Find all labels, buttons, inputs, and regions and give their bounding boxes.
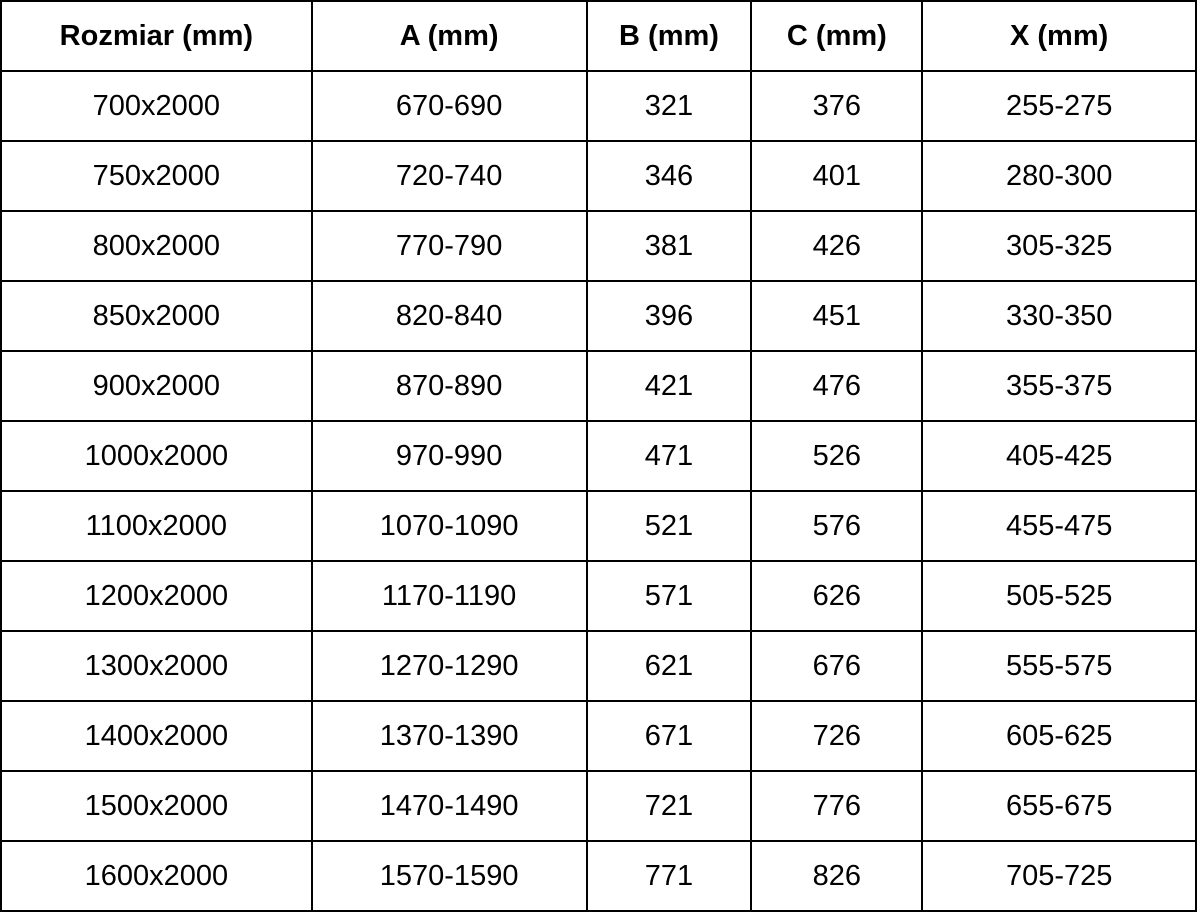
cell-a: 1370-1390 bbox=[312, 701, 587, 771]
cell-a: 1270-1290 bbox=[312, 631, 587, 701]
cell-c: 626 bbox=[751, 561, 922, 631]
cell-c: 826 bbox=[751, 841, 922, 911]
cell-x: 605-625 bbox=[922, 701, 1196, 771]
cell-b: 381 bbox=[587, 211, 752, 281]
table-row bbox=[1, 701, 1196, 771]
cell-c: 776 bbox=[751, 771, 922, 841]
cell-a: 720-740 bbox=[312, 141, 587, 211]
cell-rozmiar: 800x2000 bbox=[1, 211, 312, 281]
table-row bbox=[1, 631, 1196, 701]
cell-rozmiar: 1000x2000 bbox=[1, 421, 312, 491]
cell-a: 1070-1090 bbox=[312, 491, 587, 561]
table-row bbox=[1, 211, 1196, 281]
cell-rozmiar: 750x2000 bbox=[1, 141, 312, 211]
cell-b: 771 bbox=[587, 841, 752, 911]
cell-x: 405-425 bbox=[922, 421, 1196, 491]
cell-a: 970-990 bbox=[312, 421, 587, 491]
table-row bbox=[1, 281, 1196, 351]
cell-c: 426 bbox=[751, 211, 922, 281]
column-header-a: A (mm) bbox=[312, 1, 587, 71]
cell-rozmiar: 700x2000 bbox=[1, 71, 312, 141]
cell-a: 1170-1190 bbox=[312, 561, 587, 631]
table-row bbox=[1, 71, 1196, 141]
cell-a: 870-890 bbox=[312, 351, 587, 421]
table-row bbox=[1, 491, 1196, 561]
cell-b: 621 bbox=[587, 631, 752, 701]
table-row bbox=[1, 561, 1196, 631]
cell-x: 280-300 bbox=[922, 141, 1196, 211]
cell-c: 451 bbox=[751, 281, 922, 351]
cell-x: 305-325 bbox=[922, 211, 1196, 281]
cell-rozmiar: 900x2000 bbox=[1, 351, 312, 421]
cell-b: 671 bbox=[587, 701, 752, 771]
table-row bbox=[1, 141, 1196, 211]
cell-rozmiar: 1100x2000 bbox=[1, 491, 312, 561]
cell-a: 820-840 bbox=[312, 281, 587, 351]
cell-rozmiar: 1500x2000 bbox=[1, 771, 312, 841]
cell-x: 505-525 bbox=[922, 561, 1196, 631]
cell-b: 471 bbox=[587, 421, 752, 491]
cell-b: 521 bbox=[587, 491, 752, 561]
cell-x: 455-475 bbox=[922, 491, 1196, 561]
cell-b: 396 bbox=[587, 281, 752, 351]
column-header-c: C (mm) bbox=[751, 1, 922, 71]
table-row bbox=[1, 351, 1196, 421]
cell-rozmiar: 1300x2000 bbox=[1, 631, 312, 701]
cell-x: 355-375 bbox=[922, 351, 1196, 421]
cell-a: 770-790 bbox=[312, 211, 587, 281]
cell-c: 376 bbox=[751, 71, 922, 141]
cell-c: 726 bbox=[751, 701, 922, 771]
cell-x: 655-675 bbox=[922, 771, 1196, 841]
cell-rozmiar: 850x2000 bbox=[1, 281, 312, 351]
cell-b: 421 bbox=[587, 351, 752, 421]
cell-b: 321 bbox=[587, 71, 752, 141]
cell-a: 670-690 bbox=[312, 71, 587, 141]
cell-x: 255-275 bbox=[922, 71, 1196, 141]
table-row bbox=[1, 771, 1196, 841]
table-row bbox=[1, 841, 1196, 911]
column-header-rozmiar: Rozmiar (mm) bbox=[1, 1, 312, 71]
cell-c: 401 bbox=[751, 141, 922, 211]
cell-rozmiar: 1200x2000 bbox=[1, 561, 312, 631]
cell-b: 721 bbox=[587, 771, 752, 841]
header-row bbox=[1, 1, 1196, 71]
cell-c: 576 bbox=[751, 491, 922, 561]
cell-b: 571 bbox=[587, 561, 752, 631]
cell-rozmiar: 1600x2000 bbox=[1, 841, 312, 911]
cell-rozmiar: 1400x2000 bbox=[1, 701, 312, 771]
column-header-b: B (mm) bbox=[587, 1, 752, 71]
cell-a: 1470-1490 bbox=[312, 771, 587, 841]
cell-a: 1570-1590 bbox=[312, 841, 587, 911]
cell-c: 676 bbox=[751, 631, 922, 701]
column-header-x: X (mm) bbox=[922, 1, 1196, 71]
cell-x: 705-725 bbox=[922, 841, 1196, 911]
cell-c: 476 bbox=[751, 351, 922, 421]
table-row bbox=[1, 421, 1196, 491]
cell-b: 346 bbox=[587, 141, 752, 211]
cell-x: 555-575 bbox=[922, 631, 1196, 701]
cell-x: 330-350 bbox=[922, 281, 1196, 351]
cell-c: 526 bbox=[751, 421, 922, 491]
